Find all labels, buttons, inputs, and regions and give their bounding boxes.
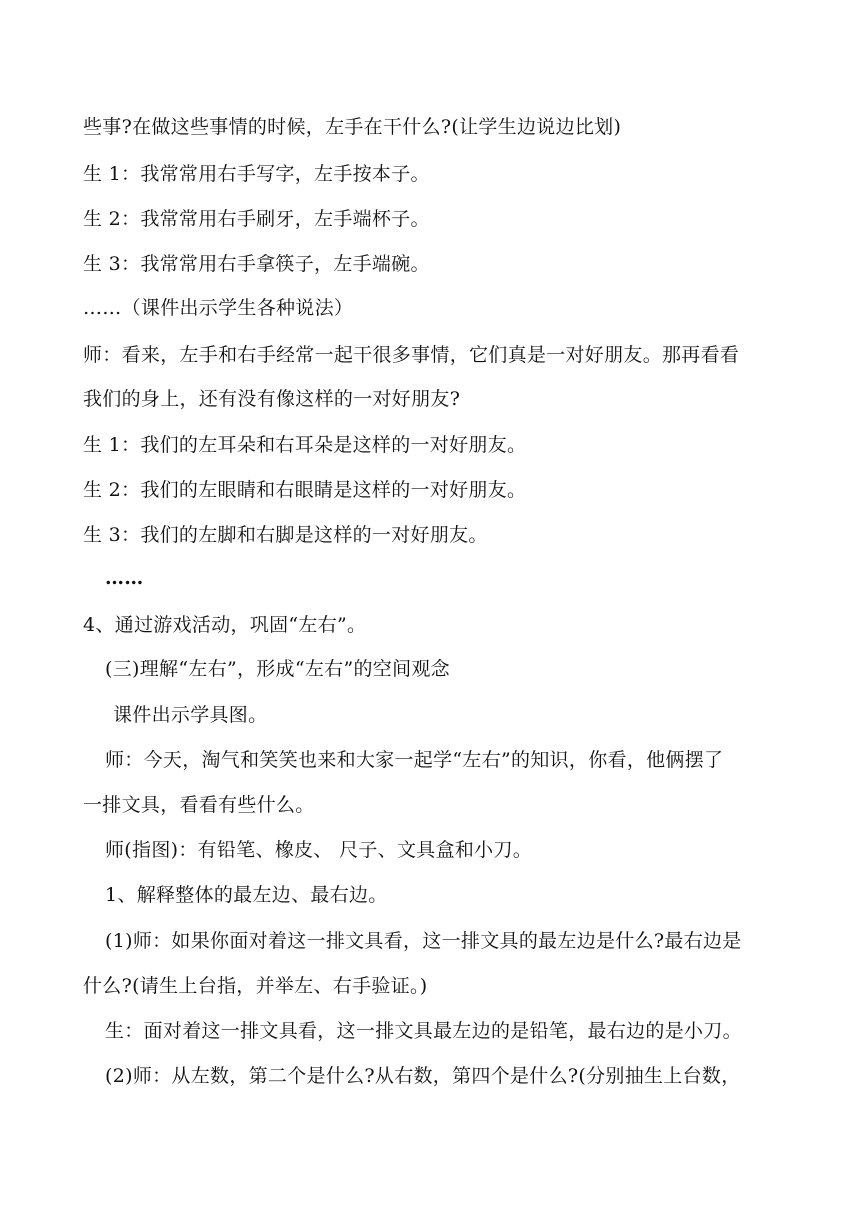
text-line: 我们的身上，还有没有像这样的一对好朋友? bbox=[83, 388, 461, 410]
text-line: 些事?在做这些事情的时候，左手在干什么?(让学生边说边比划) bbox=[83, 116, 622, 138]
text-line: (1)师：如果你面对着这一排文具看，这一排文具的最左边是什么?最右边是 bbox=[105, 930, 742, 952]
section-heading: (三)理解“左右”，形成“左右”的空间观念 bbox=[105, 658, 450, 680]
ellipsis-line: …… bbox=[105, 567, 144, 589]
text-line: 什么?(请生上台指，并举左、右手验证。) bbox=[83, 975, 428, 997]
text-line: 师：今天，淘气和笑笑也来和大家一起学“左右”的知识，你看，他俩摆了 bbox=[105, 749, 724, 771]
text-line: 师(指图)：有铅笔、橡皮、 尺子、文具盒和小刀。 bbox=[105, 839, 533, 861]
text-line: 课件出示学具图。 bbox=[113, 704, 268, 726]
text-line: 师：看来，左手和右手经常一起干很多事情，它们真是一对好朋友。那再看看 bbox=[83, 344, 740, 366]
text-line: 生 1：我常常用右手写字，左手按本子。 bbox=[83, 163, 430, 185]
text-line: 生 2：我们的左眼睛和右眼睛是这样的一对好朋友。 bbox=[83, 479, 527, 501]
text-line: 生 2：我常常用右手刷牙，左手端杯子。 bbox=[83, 208, 430, 230]
text-line: 生：面对着这一排文具看，这一排文具最左边的是铅笔，最右边的是小刀。 bbox=[105, 1020, 742, 1042]
text-line: 生 1：我们的左耳朵和右耳朵是这样的一对好朋友。 bbox=[83, 434, 527, 456]
text-line: ……（课件出示学生各种说法） bbox=[83, 297, 354, 319]
text-line: 一排文具，看看有些什么。 bbox=[83, 794, 315, 816]
section-item: 4、通过游戏活动，巩固“左右”。 bbox=[83, 614, 367, 636]
text-line: 生 3：我常常用右手拿筷子，左手端碗。 bbox=[83, 253, 430, 275]
text-line: (2)师：从左数，第二个是什么?从右数，第四个是什么?(分别抽生上台数， bbox=[105, 1065, 741, 1087]
text-line: 生 3：我们的左脚和右脚是这样的一对好朋友。 bbox=[83, 524, 488, 546]
section-item: 1、解释整体的最左边、最右边。 bbox=[105, 884, 388, 906]
